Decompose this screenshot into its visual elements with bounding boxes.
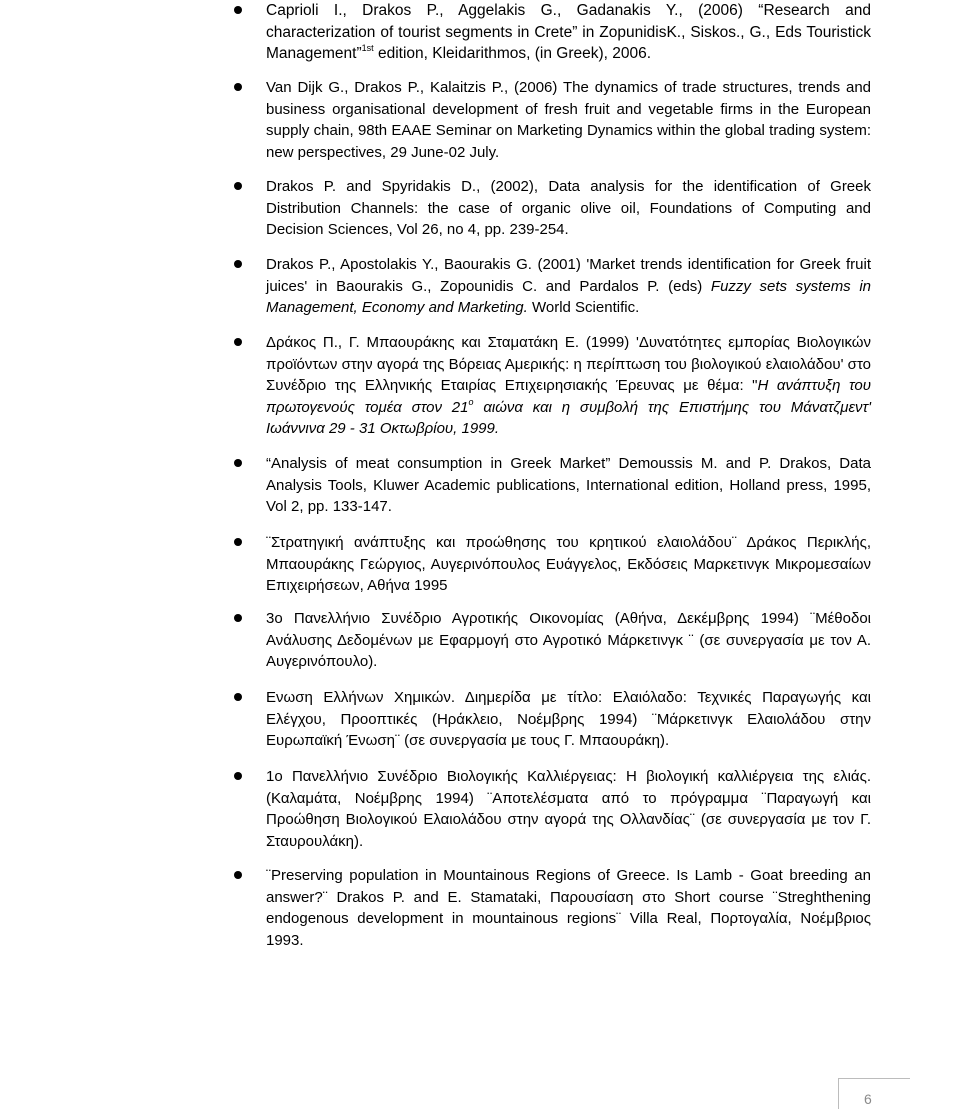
reference-item-6 [266,453,871,518]
reference-italic-text: Η ανάπτυξη του πρωτογενούς τομέα στον 21 [266,377,871,416]
bullet-icon [234,83,242,91]
reference-item-7 [266,532,871,597]
reference-text: Van Dijk G., Drakos P., Kalaitzis P., (2006) The dynamics of trade structures, trends and business organisational development of fresh fruit and vegetable firms in the European supply chain, 98th EAAE Seminar on Marketing Dynamics within the global trading system: new perspectives, 29 June-02 July. [266,79,871,161]
reference-item-5 [266,332,871,440]
bullet-icon [234,614,242,622]
reference-text: Drakos P. and Spyridakis D., (2002), Data analysis for the identification of Greek Distribution Channels: the case of organic olive oil, Foundations of Computing and Decision Sciences, Vol 26, no 4, pp. 239-254. [266,178,871,238]
reference-text: World Scientific. [527,299,640,316]
reference-item-3 [266,176,871,241]
reference-text: ¨Στρατηγική ανάπτυξης και προώθησης του κρητικού ελαιολάδου¨ Δράκος Περικλής, Μπαουράκης Γεώργιος, Αυγερινόπουλος Ευάγγελος, Εκδόσεις Μαρκετινγκ Μικρομεσαίων Επιχειρήσεων, Αθήνα 1995 [266,534,871,594]
reference-item-8 [266,608,871,673]
reference-text: ¨Preserving population in Mountainous Regions of Greece. Is Lamb - Goat breeding an answer?¨ Drakos P. and E. Stamataki, Παρουσίαση στο Short course ¨Streghthening endogenous development in mountainous regions¨ Villa Real, Πορτογαλία, Νοέμβριος 1993. [266,867,871,949]
bullet-icon [234,459,242,467]
reference-text: Δράκος Π., Γ. Μπαουράκης και Σταματάκη Ε. (1999) 'Δυνατότητες εμπορίας Βιολογικών προϊόντων στην αγορά της Βόρειας Αμερικής: η περίπτωση του βιολογικού ελαιολάδου' στο Συνέδριο της Ελληνικής Εταιρίας Επιχειρησιακής Έρευνας με θέμα: " [266,334,871,394]
bullet-icon [234,338,242,346]
reference-text: Ενωση Ελλήνων Χημικών. Διημερίδα με τίτλο: Ελαιόλαδο: Τεχνικές Παραγωγής και Ελέγχου, Προοπτικές (Ηράκλειο, Νοέμβρης 1994) ¨Μάρκετινγκ Ελαιολάδου στην Ευρωπαϊκή Ένωση¨ (σε συνεργασία με τους Γ. Μπαουράκη). [266,689,871,749]
page-number-frame [838,1078,910,1109]
bullet-icon [234,538,242,546]
reference-text: 3ο Πανελλήνιο Συνέδριο Αγροτικής Οικονομίας (Αθήνα, Δεκέμβρης 1994) ¨Μέθοδοι Ανάλυσης Δεδομένων με Εφαρμογή στο Αγροτικό Μάρκετινγκ ¨ (σε συνεργασία με τον Α. Αυγερινόπουλο). [266,610,871,670]
page-number: 6 [864,1091,872,1107]
reference-text: edition, Kleidarithmos, (in Greek), 2006. [373,45,652,62]
reference-italic-text: αιώνα και η συμβολή της Επιστήμης του Μάνατζμεντ' Ιωάννινα 29 - 31 Οκτωβρίου, 1999. [266,398,872,437]
reference-text: 1ο Πανελλήνιο Συνέδριο Βιολογικής Καλλιέργειας: Η βιολογική καλλιέργεια της ελιάς. (Καλαμάτα, Νοέμβρης 1994) ¨Αποτελέσματα από το πρόγραμμα ¨Παραγωγή και Προώθηση Βιολογικού Ελαιολάδου στην αγορά της Ολλανδίας¨ (σε συνεργασία με τον Γ. Σταυρουλάκη). [266,768,871,850]
reference-item-10 [266,766,871,852]
reference-item-1 [266,0,871,65]
bullet-icon [234,260,242,268]
reference-item-11 [266,865,871,951]
bullet-icon [234,693,242,701]
superscript: ο [468,396,474,407]
bullet-icon [234,871,242,879]
superscript: 1st [361,43,374,53]
bullet-icon [234,772,242,780]
reference-text: Caprioli I., Drakos P., Aggelakis G., Gadanakis Y., (2006) “Research and characterization of tourist segments in Crete” in ZopunidisK., Siskos., G., Eds Touristick Management” [266,2,871,62]
reference-item-9 [266,687,871,752]
bullet-icon [234,182,242,190]
reference-item-2 [266,77,871,163]
reference-text: Drakos P., Apostolakis Y., Baourakis G. (2001) 'Market trends identification for Greek fruit juices' in Baourakis G., Zopounidis C. and Pardalos P. (eds) [266,256,871,295]
reference-item-4 [266,254,871,319]
reference-italic-text: Fuzzy sets systems in Management, Economy and Marketing. [266,277,871,316]
bullet-icon [234,6,242,14]
reference-text: “Analysis of meat consumption in Greek Market” Demoussis M. and P. Drakos, Data Analysis Tools, Kluwer Academic publications, International edition, Holland press, 1995, Vol 2, pp. 133-147. [266,455,871,515]
